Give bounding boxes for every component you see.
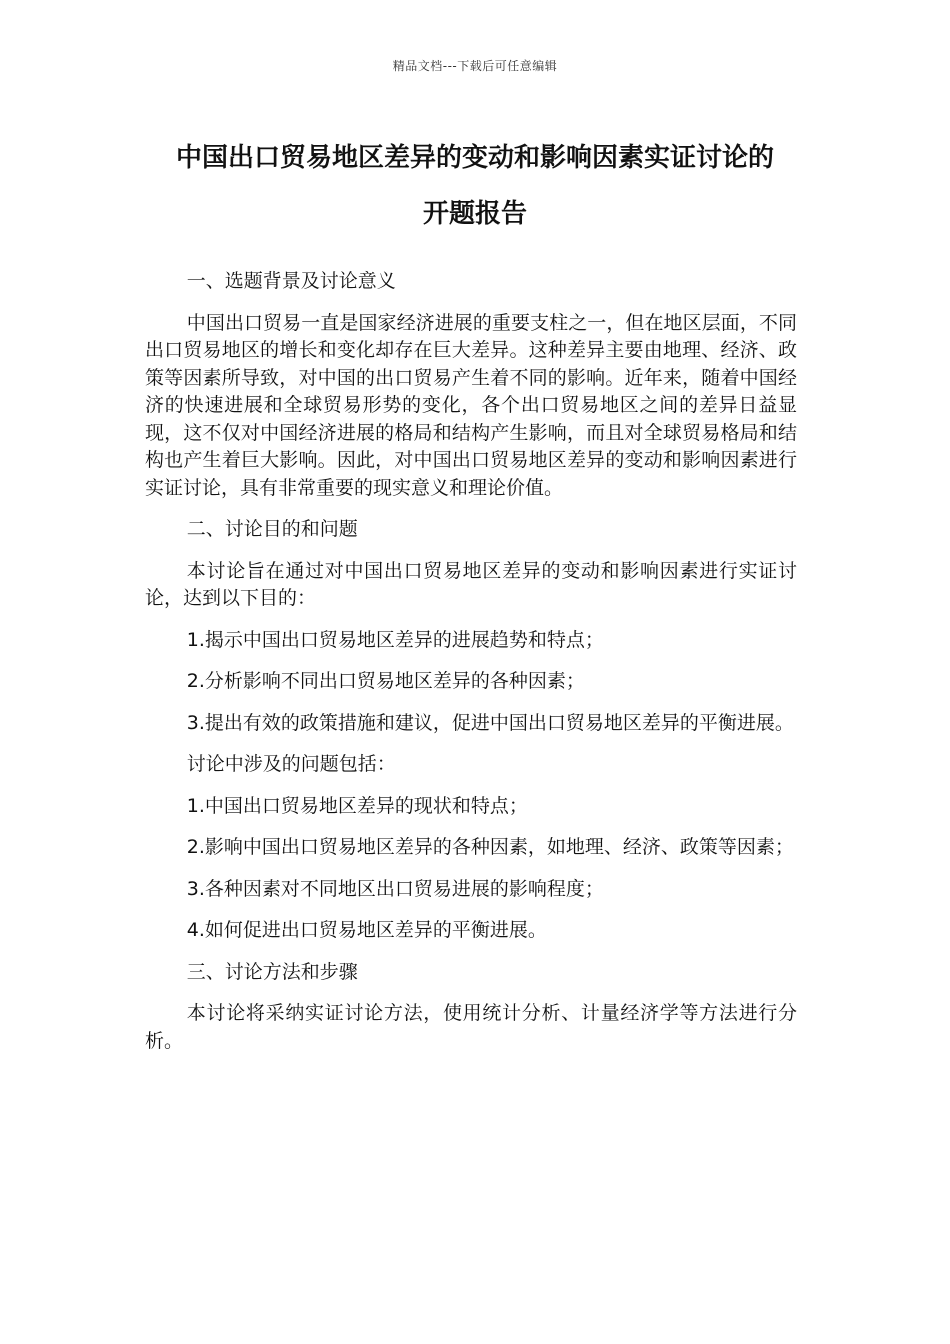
paragraph-background: 中国出口贸易一直是国家经济进展的重要支柱之一，但在地区层面，不同出口贸易地区的增长和变化却存在巨大差异。这种差异主要由地理、经济、政策等因素所导致，对中国的出口贸易产生着不同的影响。近年来，随着中国经济的快速进展和全球贸易形势的变化，各个出口贸易地区之间的差异日益显现，这不仅对中国经济进展的格局和结构产生影响，而且对全球贸易格局和结构也产生着巨大影响。因此，对中国出口贸易地区差异的变动和影响因素进行实证讨论，具有非常重要的现实意义和理论价值。 [145,311,797,499]
objective-item-1: 1.揭示中国出口贸易地区差异的进展趋势和特点； [186,628,604,651]
document-title [130,130,820,242]
paragraph-methods: 本讨论将采纳实证讨论方法，使用统计分析、计量经济学等方法进行分析。 [145,1002,797,1052]
question-item-1: 1.中国出口贸易地区差异的现状和特点； [186,794,528,817]
title-line-1: 中国出口贸易地区差异的变动和影响因素实证讨论的 [175,143,774,173]
objective-item-2: 2.分析影响不同出口贸易地区差异的各种因素； [186,670,585,692]
question-item-3: 3.各种因素对不同地区出口贸易进展的影响程度； [186,877,604,900]
section-heading-objectives: 二、讨论目的和问题 [186,518,358,540]
paragraph-questions-intro: 讨论中涉及的问题包括： [186,753,396,775]
objective-item-3: 3.提出有效的政策措施和建议，促进中国出口贸易地区差异的平衡进展。 [186,711,794,734]
document-body [145,268,797,1069]
section-heading-background: 一、选题背景及讨论意义 [186,270,396,292]
question-item-2: 2.影响中国出口贸易地区差异的各种因素，如地理、经济、政策等因素； [186,836,794,858]
question-item-4: 4.如何促进出口贸易地区差异的平衡进展。 [186,919,547,941]
paragraph-objectives-intro: 本讨论旨在通过对中国出口贸易地区差异的变动和影响因素进行实证讨论，达到以下目的： [145,559,797,609]
page-header-note: 精品文档---下载后可任意编辑 [392,59,558,73]
title-line-2: 开题报告 [422,199,527,229]
section-heading-methods: 三、讨论方法和步骤 [186,960,358,983]
